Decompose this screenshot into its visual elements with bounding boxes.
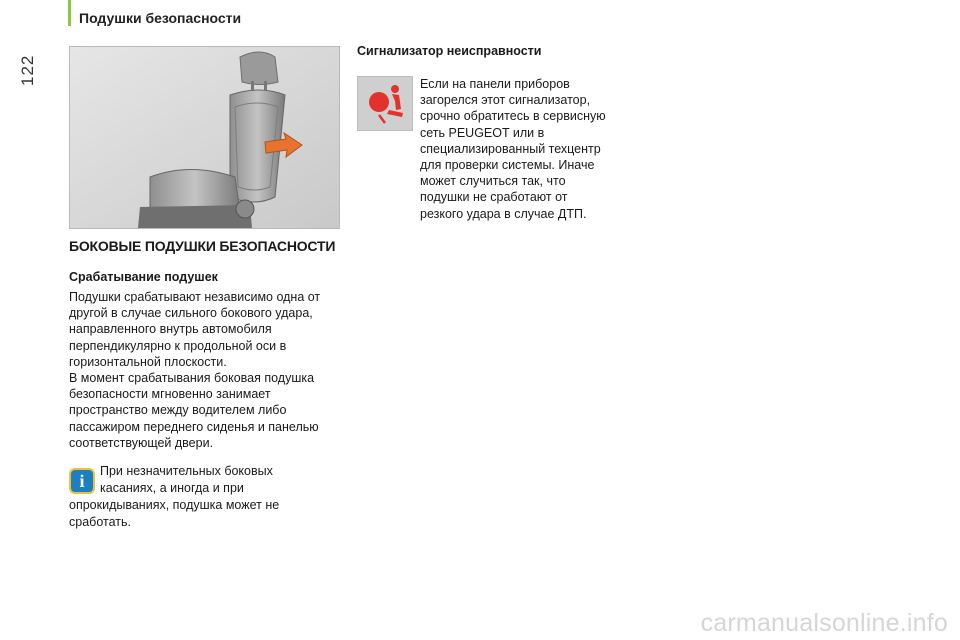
warning-section-heading: Сигнализатор неисправности (357, 44, 542, 58)
info-icon: i (69, 468, 95, 494)
note-line: сработать. (69, 515, 131, 529)
paragraph: Подушки срабатывают независимо одна от другой в случае сильного бокового удара, направленного внутрь автомобиля перпендикулярно к продольной оси в горизонтальной плоскости. (69, 290, 321, 369)
warning-line: сеть PEUGEOT или в (420, 125, 545, 140)
section-heading: БОКОВЫЕ ПОДУШКИ БЕЗОПАСНОСТИ (69, 238, 336, 254)
warning-line: загорелся этот сигнализатор, (420, 93, 591, 108)
warning-line: срочно обратитесь в сервисную (420, 109, 606, 124)
note-text (69, 463, 339, 531)
note-line: При незначительных боковых (100, 464, 273, 478)
warning-line: для проверки системы. Иначе (420, 158, 595, 173)
airbag-warning-icon (357, 76, 413, 131)
warning-line: резкого удара в случае ДТП. (420, 206, 587, 221)
page-number: 122 (18, 54, 37, 86)
paragraph: В момент срабатывания боковая подушка безопасности мгновенно занимает пространство между водителем либо пассажиром переднего сиденья и панелью соответствующей двери. (69, 371, 319, 450)
header-accent-bar (68, 0, 71, 26)
seat-side-airbag-photo (69, 46, 340, 229)
warning-text (420, 76, 640, 222)
watermark: carmanualsonline.info (700, 609, 948, 637)
body-text (69, 289, 349, 451)
warning-line: специализированный техцентр (420, 141, 601, 156)
warning-line: может случиться так, что (420, 174, 566, 189)
page-header-title: Подушки безопасности (79, 10, 242, 26)
warning-line: подушки не сработают от (420, 190, 568, 205)
subheading: Срабатывание подушек (69, 270, 218, 284)
warning-line: Если на панели приборов (420, 77, 570, 91)
note-line: касаниях, а иногда и при (100, 481, 244, 495)
note-line: опрокидываниях, подушка может не (69, 498, 280, 512)
